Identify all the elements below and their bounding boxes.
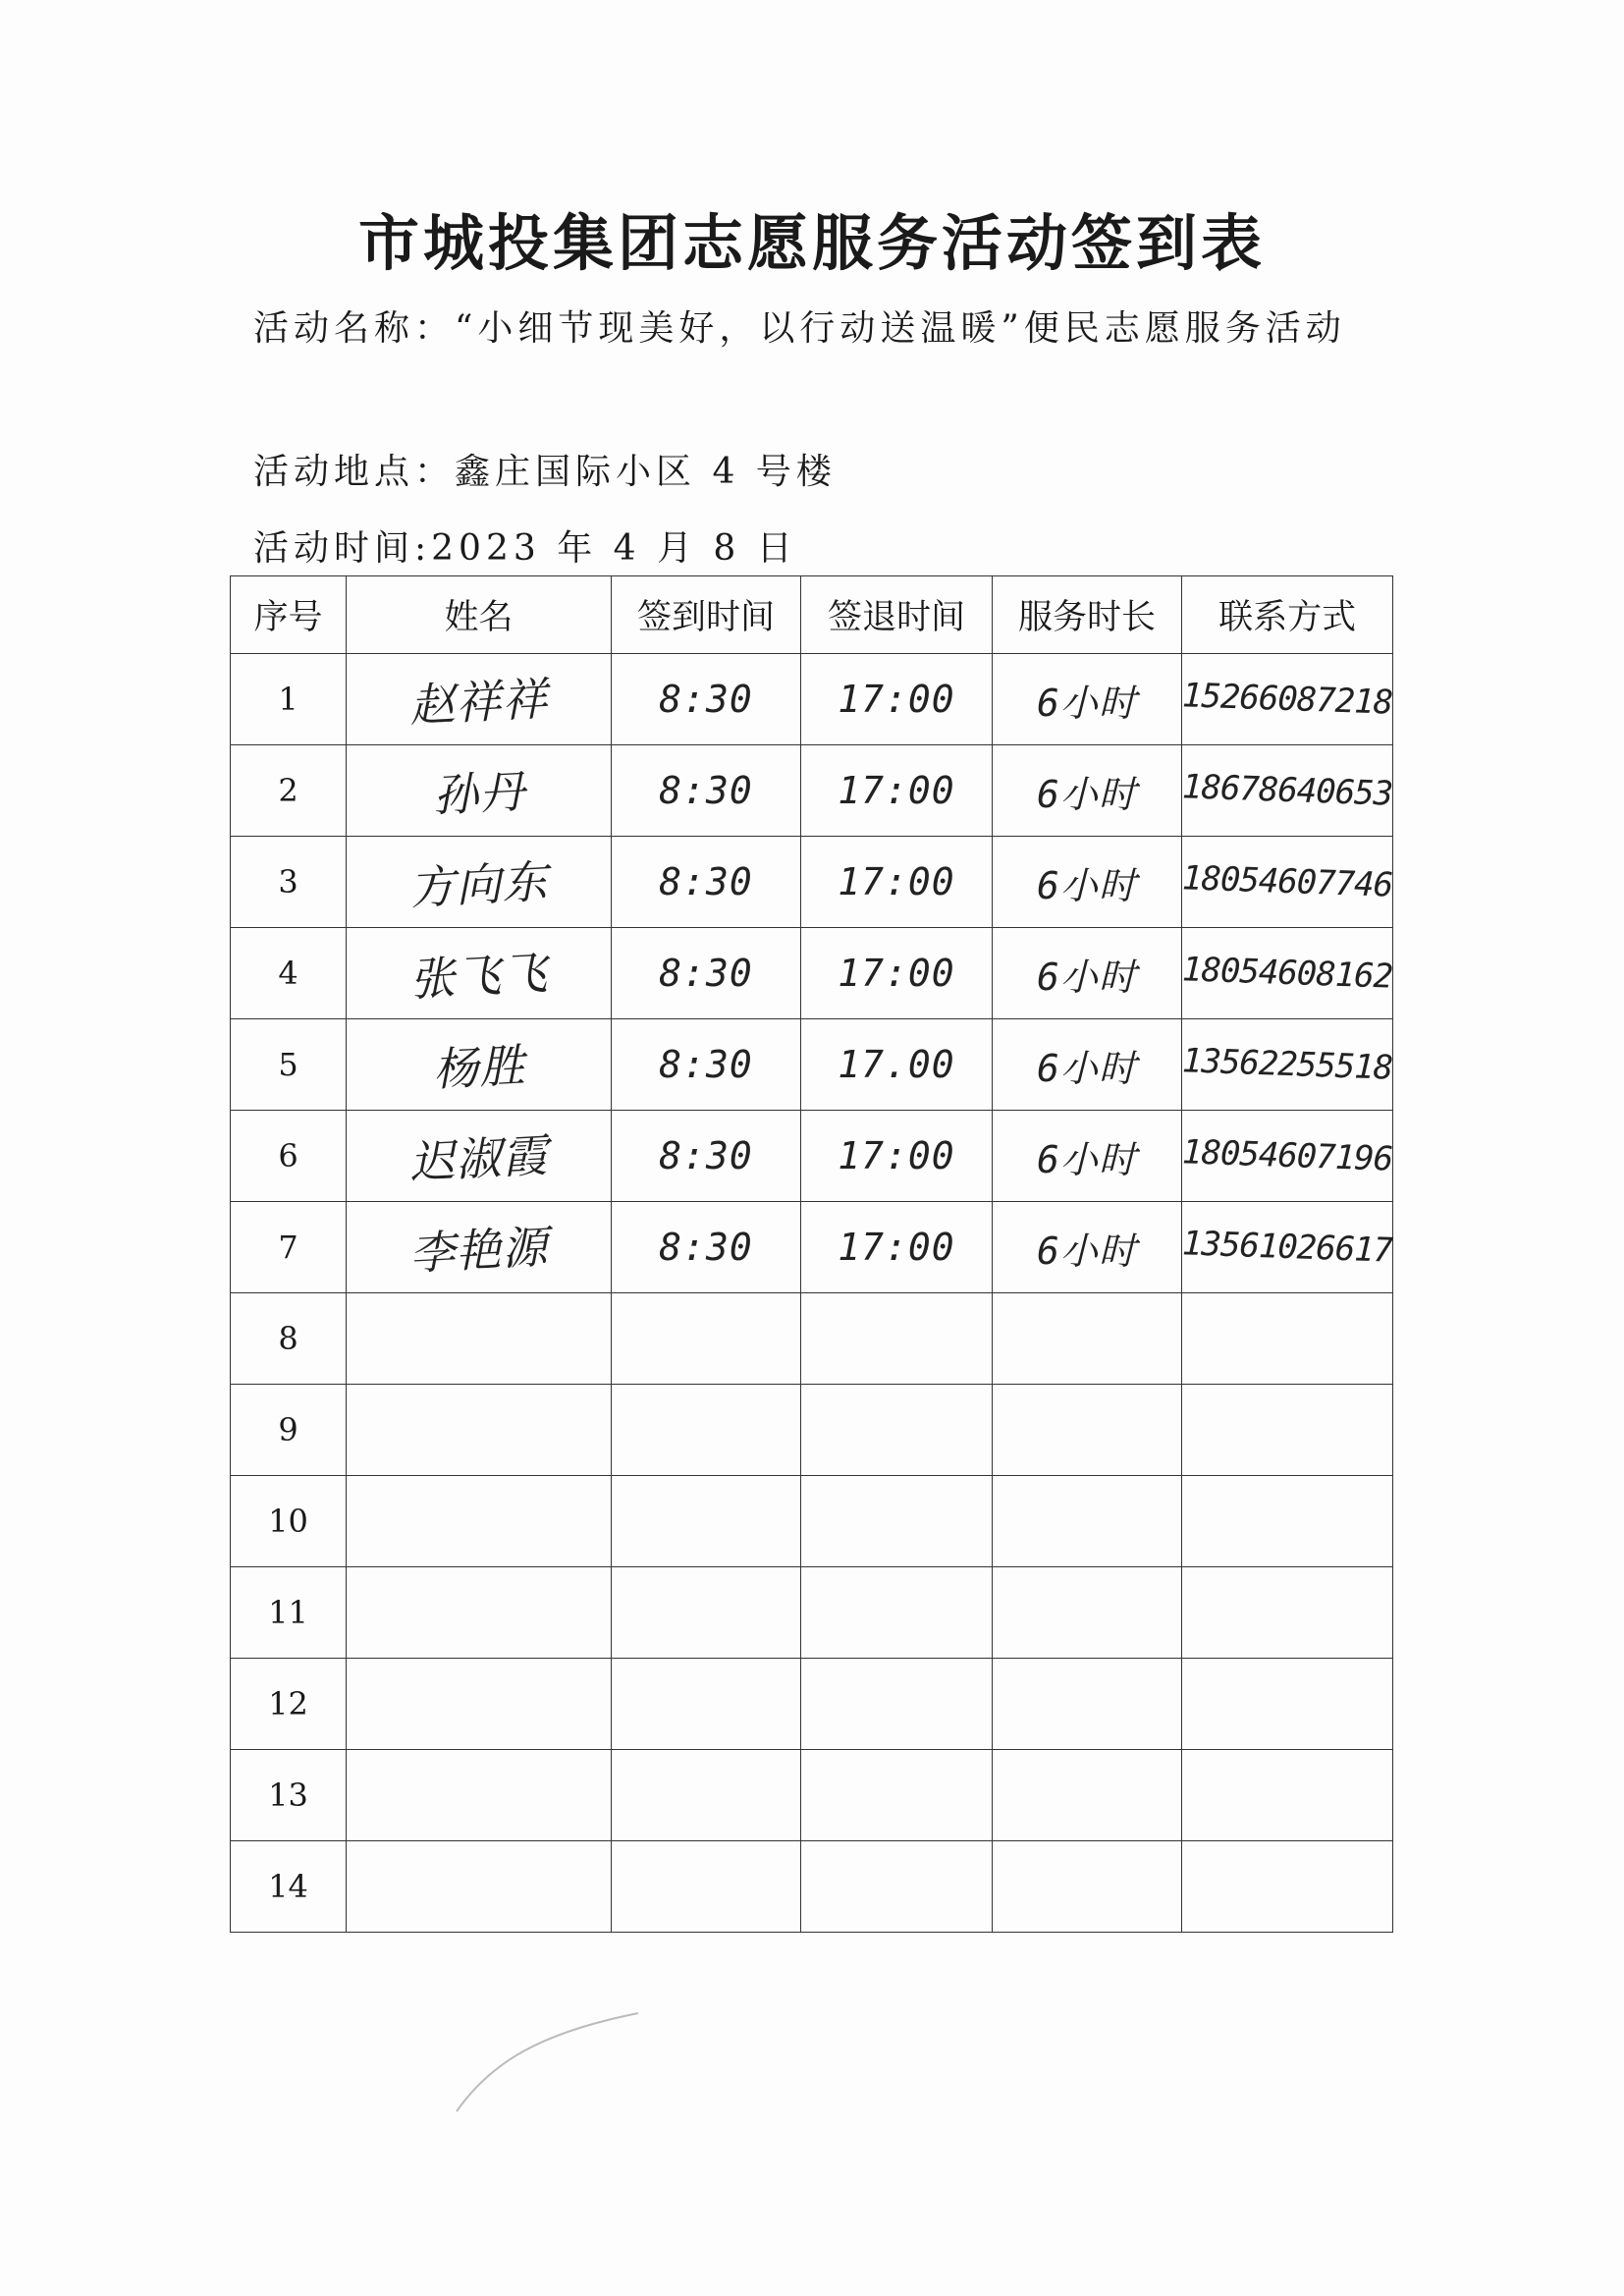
row-duration: 6小时	[1037, 1137, 1137, 1181]
row-checkin-cell	[612, 1659, 801, 1750]
row-phone-cell	[1182, 1293, 1393, 1385]
row-checkout-cell	[801, 1659, 993, 1750]
table-row	[231, 928, 1393, 1019]
row-seq: 2	[278, 772, 298, 809]
row-duration-cell	[993, 1019, 1182, 1111]
row-seq-cell	[231, 837, 347, 928]
row-phone: 18054607196	[1181, 1132, 1393, 1179]
row-seq: 11	[268, 1594, 308, 1631]
row-phone-cell	[1182, 1111, 1393, 1202]
row-checkin-cell	[612, 1111, 801, 1202]
row-phone-cell	[1182, 1019, 1393, 1111]
row-name-cell	[347, 1841, 612, 1933]
row-name: 张飞飞	[407, 946, 550, 1007]
row-seq: 10	[268, 1503, 308, 1540]
row-seq-cell	[231, 1019, 347, 1111]
row-seq-cell	[231, 1659, 347, 1750]
row-duration-cell	[993, 1111, 1182, 1202]
table-row	[231, 1659, 1393, 1750]
activity-time: 活动时间:2023 年 4 月 8 日	[253, 528, 797, 569]
row-duration: 6小时	[1037, 955, 1137, 999]
row-duration-cell	[993, 745, 1182, 837]
row-checkout: 17:00	[838, 769, 955, 812]
row-checkout-cell	[801, 654, 993, 745]
row-seq-cell	[231, 654, 347, 745]
row-checkin: 8:30	[659, 860, 753, 903]
row-checkin-cell	[612, 745, 801, 837]
row-duration-cell	[993, 1750, 1182, 1841]
page-title: 市城投集团志愿服务活动签到表	[357, 207, 1266, 279]
table-row	[231, 1476, 1393, 1567]
row-checkout-cell	[801, 1202, 993, 1293]
row-checkin: 8:30	[659, 1134, 753, 1177]
row-phone-cell	[1182, 928, 1393, 1019]
row-name-cell	[347, 1659, 612, 1750]
header-duration: 服务时长	[993, 576, 1182, 654]
row-duration: 6小时	[1037, 863, 1137, 907]
row-seq: 9	[278, 1411, 298, 1449]
row-name-cell	[347, 1111, 612, 1202]
row-phone-cell	[1182, 654, 1393, 745]
row-seq: 12	[268, 1685, 308, 1722]
row-name-cell	[347, 654, 612, 745]
row-phone-cell	[1182, 745, 1393, 837]
row-checkin-cell	[612, 1202, 801, 1293]
row-seq: 13	[268, 1777, 308, 1814]
table-row	[231, 1567, 1393, 1659]
row-name-cell	[347, 837, 612, 928]
table-row	[231, 1750, 1393, 1841]
row-phone-cell	[1182, 1476, 1393, 1567]
row-checkin-cell	[612, 1750, 801, 1841]
row-name: 迟淑霞	[407, 1128, 550, 1189]
row-phone-cell	[1182, 1567, 1393, 1659]
row-seq-cell	[231, 1293, 347, 1385]
row-seq-cell	[231, 928, 347, 1019]
row-seq: 14	[268, 1868, 308, 1905]
table-row	[231, 1293, 1393, 1385]
row-checkout-cell	[801, 1476, 993, 1567]
row-name: 方向东	[407, 854, 550, 915]
row-duration-cell	[993, 654, 1182, 745]
row-duration-cell	[993, 1659, 1182, 1750]
row-checkin-cell	[612, 1567, 801, 1659]
row-seq: 8	[278, 1320, 298, 1357]
row-seq: 6	[278, 1137, 298, 1175]
header-seq: 序号	[231, 576, 347, 654]
row-checkout-cell	[801, 928, 993, 1019]
row-checkout-cell	[801, 837, 993, 928]
row-checkin-cell	[612, 837, 801, 928]
row-name-cell	[347, 1385, 612, 1476]
row-name-cell	[347, 1567, 612, 1659]
row-phone-cell	[1182, 1841, 1393, 1933]
row-duration: 6小时	[1037, 772, 1137, 816]
row-seq-cell	[231, 1567, 347, 1659]
row-checkout: 17:00	[838, 952, 955, 995]
row-duration-cell	[993, 1567, 1182, 1659]
row-seq: 1	[278, 681, 298, 718]
row-phone-cell	[1182, 837, 1393, 928]
row-checkin-cell	[612, 1019, 801, 1111]
row-duration: 6小时	[1037, 1229, 1137, 1273]
row-checkout: 17:00	[838, 860, 955, 903]
row-name-cell	[347, 1476, 612, 1567]
row-phone: 15266087218	[1181, 676, 1393, 723]
row-checkin-cell	[612, 654, 801, 745]
row-checkout-cell	[801, 1841, 993, 1933]
row-phone-cell	[1182, 1202, 1393, 1293]
row-seq-cell	[231, 1841, 347, 1933]
row-checkout-cell	[801, 1293, 993, 1385]
table-row	[231, 837, 1393, 928]
row-duration-cell	[993, 1476, 1182, 1567]
row-seq: 3	[278, 863, 298, 901]
row-seq-cell	[231, 1385, 347, 1476]
table-row	[231, 1385, 1393, 1476]
header-checkout: 签退时间	[801, 576, 993, 654]
row-duration-cell	[993, 1293, 1182, 1385]
row-checkout: 17:00	[838, 1134, 955, 1177]
row-duration: 6小时	[1037, 1046, 1137, 1090]
row-seq: 7	[278, 1229, 298, 1266]
row-checkout-cell	[801, 1019, 993, 1111]
row-seq-cell	[231, 1750, 347, 1841]
row-checkin: 8:30	[659, 769, 753, 812]
row-name-cell	[347, 1019, 612, 1111]
row-phone: 13561026617	[1181, 1224, 1393, 1271]
row-phone: 18054608162	[1181, 950, 1393, 997]
activity-name: 活动名称：“小细节现美好，以行动送温暖”便民志愿服务活动	[253, 308, 1346, 349]
row-name: 杨胜	[431, 1038, 527, 1097]
table-header-row	[231, 576, 1393, 654]
row-checkout: 17.00	[838, 1043, 955, 1086]
row-checkin: 8:30	[659, 952, 753, 995]
row-name-cell	[347, 745, 612, 837]
row-checkout-cell	[801, 1750, 993, 1841]
row-checkout: 17:00	[838, 678, 955, 721]
activity-place: 活动地点：鑫庄国际小区 4 号楼	[253, 452, 837, 492]
row-seq: 4	[278, 955, 298, 992]
row-checkin-cell	[612, 928, 801, 1019]
row-duration: 6小时	[1037, 681, 1137, 725]
table-row	[231, 745, 1393, 837]
row-name: 孙丹	[431, 764, 527, 823]
row-seq-cell	[231, 1202, 347, 1293]
row-checkout-cell	[801, 1385, 993, 1476]
row-seq: 5	[278, 1046, 298, 1083]
row-checkout-cell	[801, 1567, 993, 1659]
table-row	[231, 1111, 1393, 1202]
row-phone-cell	[1182, 1659, 1393, 1750]
signin-table	[230, 575, 1393, 1933]
row-checkin: 8:30	[659, 1226, 753, 1269]
header-name: 姓名	[347, 576, 612, 654]
row-duration-cell	[993, 1841, 1182, 1933]
row-name: 赵祥祥	[407, 672, 550, 733]
row-duration-cell	[993, 1385, 1182, 1476]
row-phone: 18678640653	[1181, 767, 1393, 814]
row-checkout-cell	[801, 1111, 993, 1202]
row-name-cell	[347, 1750, 612, 1841]
row-name: 李艳源	[407, 1220, 550, 1281]
header-phone: 联系方式	[1182, 576, 1393, 654]
row-checkout-cell	[801, 745, 993, 837]
row-seq-cell	[231, 745, 347, 837]
table-row	[231, 1019, 1393, 1111]
row-duration-cell	[993, 837, 1182, 928]
row-checkin-cell	[612, 1476, 801, 1567]
row-checkin-cell	[612, 1293, 801, 1385]
row-checkin: 8:30	[659, 1043, 753, 1086]
row-duration-cell	[993, 1202, 1182, 1293]
row-name-cell	[347, 928, 612, 1019]
header-checkin: 签到时间	[612, 576, 801, 654]
table-row	[231, 654, 1393, 745]
row-name-cell	[347, 1202, 612, 1293]
row-checkout: 17:00	[838, 1226, 955, 1269]
row-seq-cell	[231, 1476, 347, 1567]
row-phone: 13562255518	[1181, 1041, 1393, 1088]
row-phone-cell	[1182, 1385, 1393, 1476]
row-name-cell	[347, 1293, 612, 1385]
row-duration-cell	[993, 928, 1182, 1019]
table-row	[231, 1202, 1393, 1293]
row-phone: 18054607746	[1181, 858, 1393, 905]
scan-mark-decoration	[452, 2003, 648, 2121]
row-checkin-cell	[612, 1385, 801, 1476]
table-row	[231, 1841, 1393, 1933]
row-seq-cell	[231, 1111, 347, 1202]
row-checkin-cell	[612, 1841, 801, 1933]
row-phone-cell	[1182, 1750, 1393, 1841]
row-checkin: 8:30	[659, 678, 753, 721]
